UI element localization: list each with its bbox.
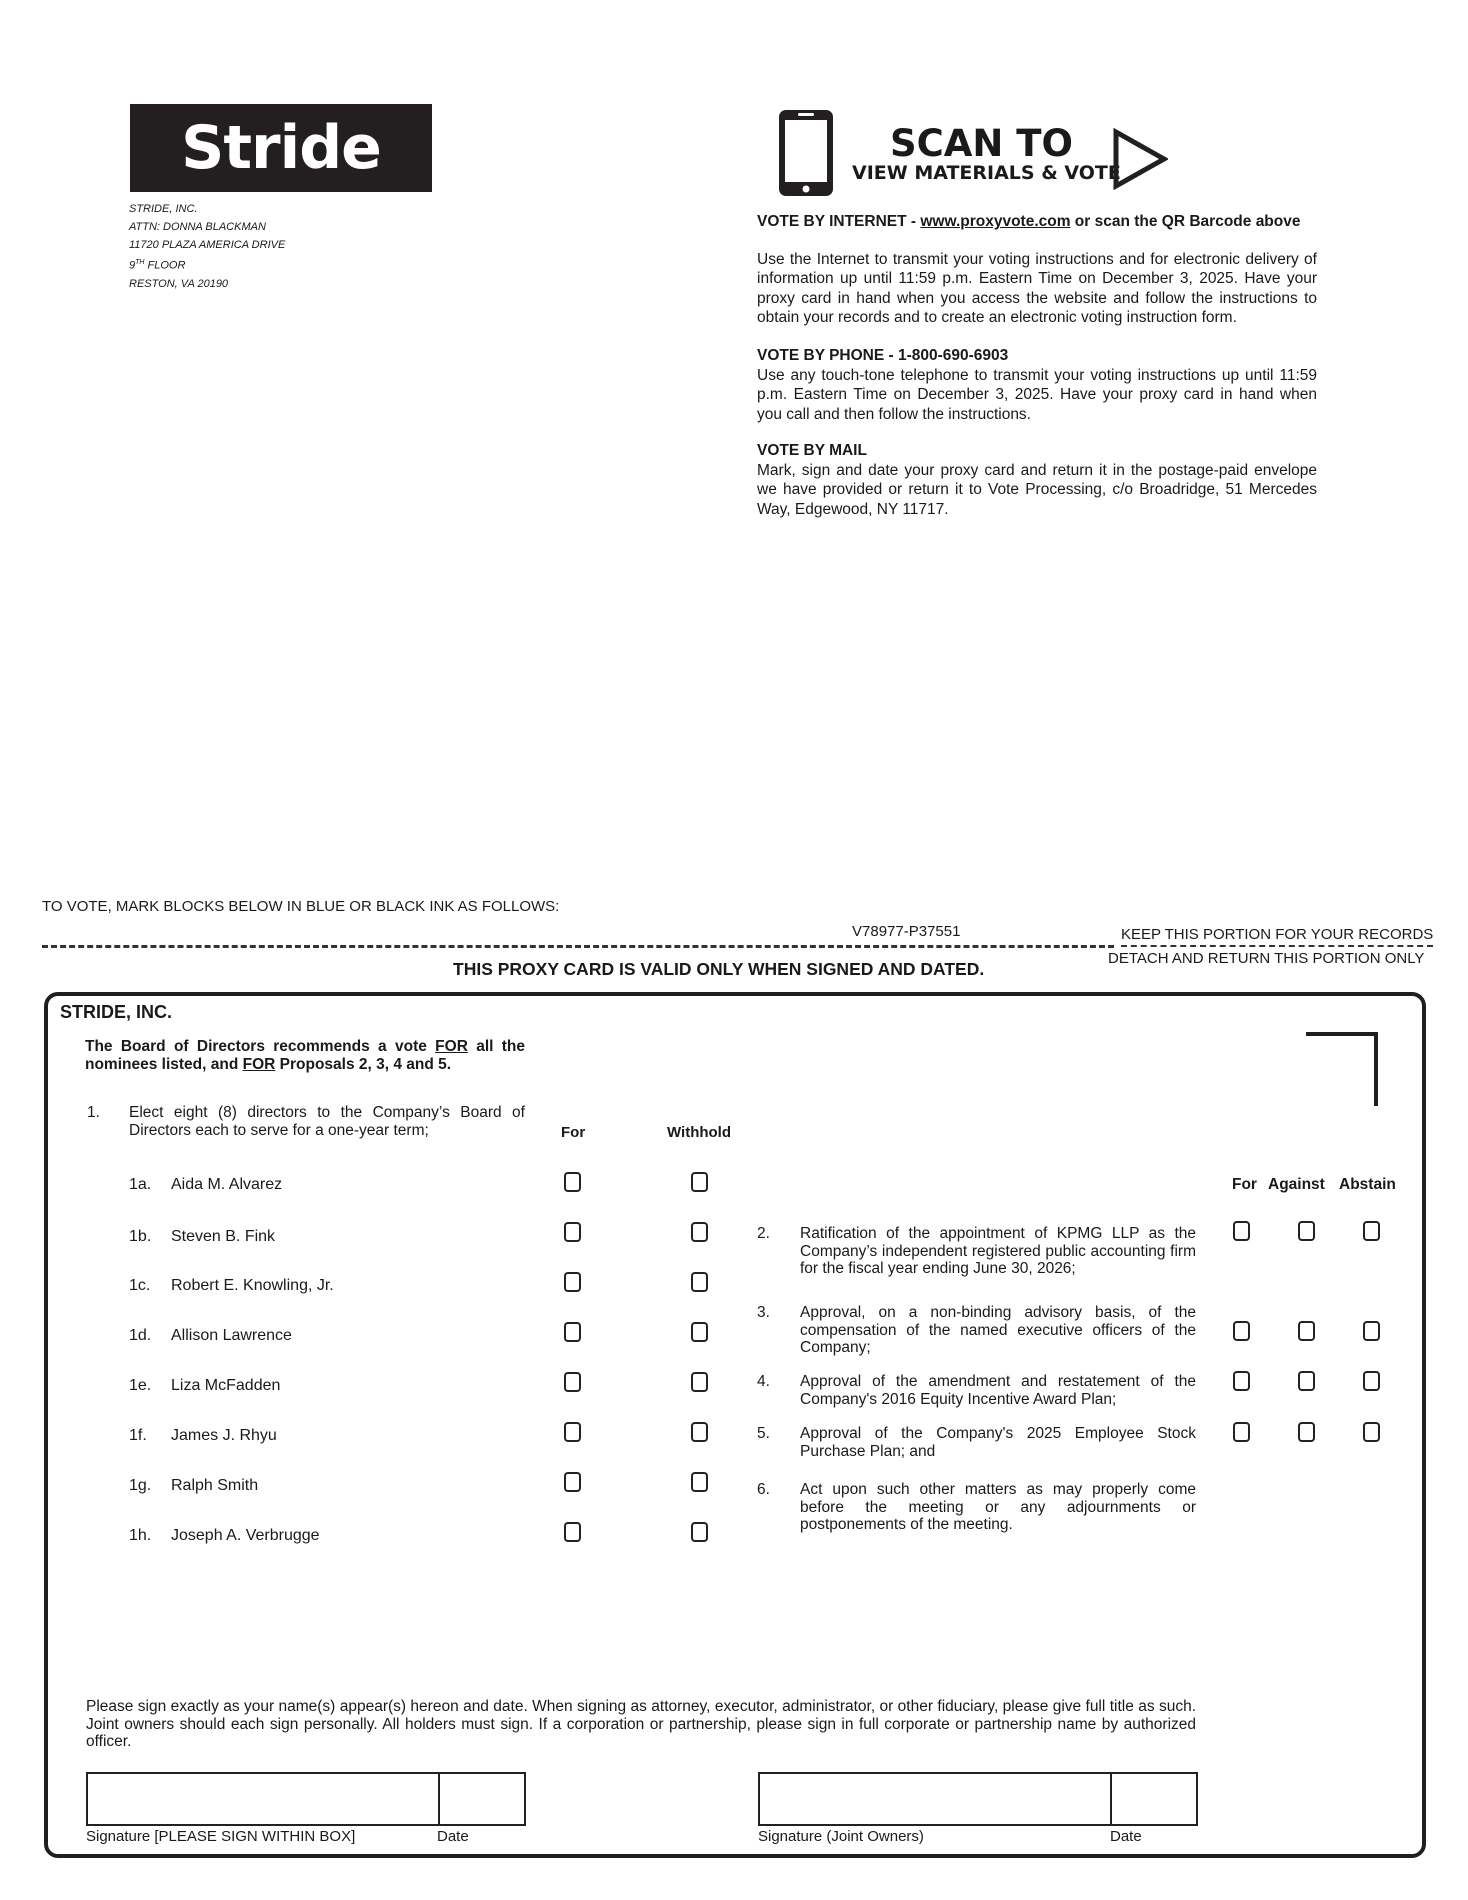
nominee-1b-withhold-checkbox[interactable] <box>691 1222 708 1242</box>
return-address <box>129 200 285 293</box>
smartphone-icon <box>777 108 835 198</box>
nominee-1g-for-checkbox[interactable] <box>564 1472 581 1492</box>
proposal-number: 4. <box>757 1373 770 1390</box>
nominee-1f-for-checkbox[interactable] <box>564 1422 581 1442</box>
address-line: 9TH FLOOR <box>129 259 186 272</box>
joint-signature-label: Signature (Joint Owners) <box>758 1828 924 1845</box>
proposal-number: 6. <box>757 1481 770 1498</box>
nominee-1e-withhold-checkbox[interactable] <box>691 1372 708 1392</box>
ink-instruction: TO VOTE, MARK BLOCKS BELOW IN BLUE OR BLACK INK AS FOLLOWS: <box>42 898 560 915</box>
proposal-3-for-checkbox[interactable] <box>1233 1321 1250 1341</box>
corner-registration-mark <box>1306 1032 1378 1106</box>
proposal-1-number: 1. <box>87 1104 100 1121</box>
proposal-abstain-header: Abstain <box>1339 1176 1396 1193</box>
nominee-number: 1g. <box>129 1477 152 1494</box>
proposal-5-against-checkbox[interactable] <box>1298 1422 1315 1442</box>
scan-to-heading: SCAN TO <box>890 122 1073 165</box>
nominee-1a-for-checkbox[interactable] <box>564 1172 581 1192</box>
nominee-name: Steven B. Fink <box>171 1228 276 1245</box>
nominee-1e-for-checkbox[interactable] <box>564 1372 581 1392</box>
nominee-1b-for-checkbox[interactable] <box>564 1222 581 1242</box>
nominee-name: Aida M. Alvarez <box>171 1176 283 1193</box>
detach-dashed-line <box>42 945 1114 948</box>
signature-label: Signature [PLEASE SIGN WITHIN BOX] <box>86 1828 356 1845</box>
withhold-column-header: Withhold <box>667 1124 732 1141</box>
mail-heading: VOTE BY MAIL <box>757 442 867 459</box>
proposal-text: Approval of the Company's 2025 Employee Stock Purchase Plan; and <box>800 1425 1196 1460</box>
nominee-1d-withhold-checkbox[interactable] <box>691 1322 708 1342</box>
proposal-text: Ratification of the appointment of KPMG LLP as the Company’s independent registered public accounting firm for the fiscal year ending June 30, 2026; <box>800 1225 1196 1277</box>
proposal-5-for-checkbox[interactable] <box>1233 1422 1250 1442</box>
nominee-1f-withhold-checkbox[interactable] <box>691 1422 708 1442</box>
phone-heading: VOTE BY PHONE - 1-800-690-6903 <box>757 347 1009 364</box>
control-number: V78977-P37551 <box>852 923 961 940</box>
phone-body: Use any touch-tone telephone to transmit your voting instructions up until 11:59 p.m. Eastern Time on December 3, 2025. Have your proxy card in hand when you call and then follow the instructions. <box>757 366 1317 423</box>
vote-by-phone <box>757 346 1317 424</box>
proposal-4-abstain-checkbox[interactable] <box>1363 1371 1380 1391</box>
nominee-number: 1b. <box>129 1228 152 1245</box>
play-arrow-icon <box>1112 128 1168 190</box>
proposal-2-for-checkbox[interactable] <box>1233 1221 1250 1241</box>
company-name: STRIDE, INC. <box>60 1002 173 1022</box>
date-divider <box>1110 1774 1112 1824</box>
proxyvote-link[interactable]: www.proxyvote.com <box>920 213 1071 230</box>
proposal-1-text: Elect eight (8) directors to the Company’s Board of Directors each to serve for a one-year term; <box>129 1104 525 1139</box>
date-divider <box>438 1774 440 1824</box>
valid-notice: THIS PROXY CARD IS VALID ONLY WHEN SIGNED AND DATED. <box>453 959 985 979</box>
proposal-number: 5. <box>757 1425 770 1442</box>
proposal-text: Approval of the amendment and restatement of the Company's 2016 Equity Incentive Award Plan; <box>800 1373 1196 1408</box>
address-line: 11720 PLAZA AMERICA DRIVE <box>129 239 286 251</box>
signature-box[interactable] <box>86 1772 526 1826</box>
nominee-1d-for-checkbox[interactable] <box>564 1322 581 1342</box>
sign-instructions: Please sign exactly as your name(s) appear(s) hereon and date. When signing as attorney, executor, administrator, or other fiduciary, please give full title as such. Joint owners should each sign personally. All holders must sign. If a corporation or partnership, please sign in full corporate or partnership name by authorized officer. <box>86 1698 1196 1750</box>
board-recommendation: The Board of Directors recommends a vote FOR all the nominees listed, and FOR Proposals 2, 3, 4 and 5. <box>85 1038 525 1073</box>
nominee-1a-withhold-checkbox[interactable] <box>691 1172 708 1192</box>
nominee-number: 1c. <box>129 1277 151 1294</box>
vote-by-mail <box>757 441 1317 519</box>
nominee-number: 1f. <box>129 1427 147 1444</box>
proposal-4-for-checkbox[interactable] <box>1233 1371 1250 1391</box>
internet-heading: VOTE BY INTERNET - www.proxyvote.com or scan the QR Barcode above <box>757 213 1301 230</box>
nominee-name: James J. Rhyu <box>171 1427 277 1444</box>
nominee-name: Joseph A. Verbrugge <box>171 1527 320 1544</box>
address-line: STRIDE, INC. <box>129 203 198 215</box>
vote-by-internet <box>757 212 1317 328</box>
proposal-for-header: For <box>1232 1176 1257 1193</box>
proposal-text: Approval, on a non-binding advisory basis, of the compensation of the named executive officers of the Company; <box>800 1304 1196 1356</box>
proposal-number: 3. <box>757 1304 770 1321</box>
nominee-number: 1d. <box>129 1327 152 1344</box>
nominee-number: 1a. <box>129 1176 152 1193</box>
proposal-3-abstain-checkbox[interactable] <box>1363 1321 1380 1341</box>
nominee-1h-for-checkbox[interactable] <box>564 1522 581 1542</box>
nominee-name: Robert E. Knowling, Jr. <box>171 1277 334 1294</box>
nominee-1g-withhold-checkbox[interactable] <box>691 1472 708 1492</box>
mail-body: Mark, sign and date your proxy card and return it in the postage-paid envelope we have provided or return it to Vote Processing, c/o Broadridge, 51 Mercedes Way, Edgewood, NY 11717. <box>757 461 1317 518</box>
proposal-5-abstain-checkbox[interactable] <box>1363 1422 1380 1442</box>
nominee-number: 1h. <box>129 1527 152 1544</box>
keep-portion-label: KEEP THIS PORTION FOR YOUR RECORDS <box>1121 926 1433 947</box>
nominee-number: 1e. <box>129 1377 152 1394</box>
internet-body: Use the Internet to transmit your voting instructions and for electronic delivery of information up until 11:59 p.m. Eastern Time on December 3, 2025. Have your proxy card in hand when you access the website and follow the instructions to obtain your records and to create an electronic voting instruction form. <box>757 250 1317 326</box>
nominee-name: Liza McFadden <box>171 1377 281 1394</box>
date-label: Date <box>437 1828 469 1845</box>
proposal-4-against-checkbox[interactable] <box>1298 1371 1315 1391</box>
joint-date-label: Date <box>1110 1828 1142 1845</box>
address-line: RESTON, VA 20190 <box>129 277 229 290</box>
nominee-1h-withhold-checkbox[interactable] <box>691 1522 708 1542</box>
proposal-text: Act upon such other matters as may properly come before the meeting or any adjournments or postponements of the meeting. <box>800 1481 1196 1533</box>
view-materials-heading: VIEW MATERIALS & VOTE <box>852 162 1121 184</box>
nominee-1c-withhold-checkbox[interactable] <box>691 1272 708 1292</box>
nominee-name: Allison Lawrence <box>171 1327 292 1344</box>
nominee-name: Ralph Smith <box>171 1477 259 1494</box>
proposal-2-against-checkbox[interactable] <box>1298 1221 1315 1241</box>
proposal-against-header: Against <box>1268 1176 1325 1193</box>
for-column-header: For <box>561 1124 586 1141</box>
proposal-number: 2. <box>757 1225 770 1242</box>
stride-logo <box>130 104 432 192</box>
detach-portion-label: DETACH AND RETURN THIS PORTION ONLY <box>1108 950 1425 967</box>
logo-text: Stride <box>181 113 381 183</box>
nominee-1c-for-checkbox[interactable] <box>564 1272 581 1292</box>
address-line: ATTN: DONNA BLACKMAN <box>129 221 266 233</box>
proposal-3-against-checkbox[interactable] <box>1298 1321 1315 1341</box>
joint-signature-box[interactable] <box>758 1772 1198 1826</box>
proposal-2-abstain-checkbox[interactable] <box>1363 1221 1380 1241</box>
